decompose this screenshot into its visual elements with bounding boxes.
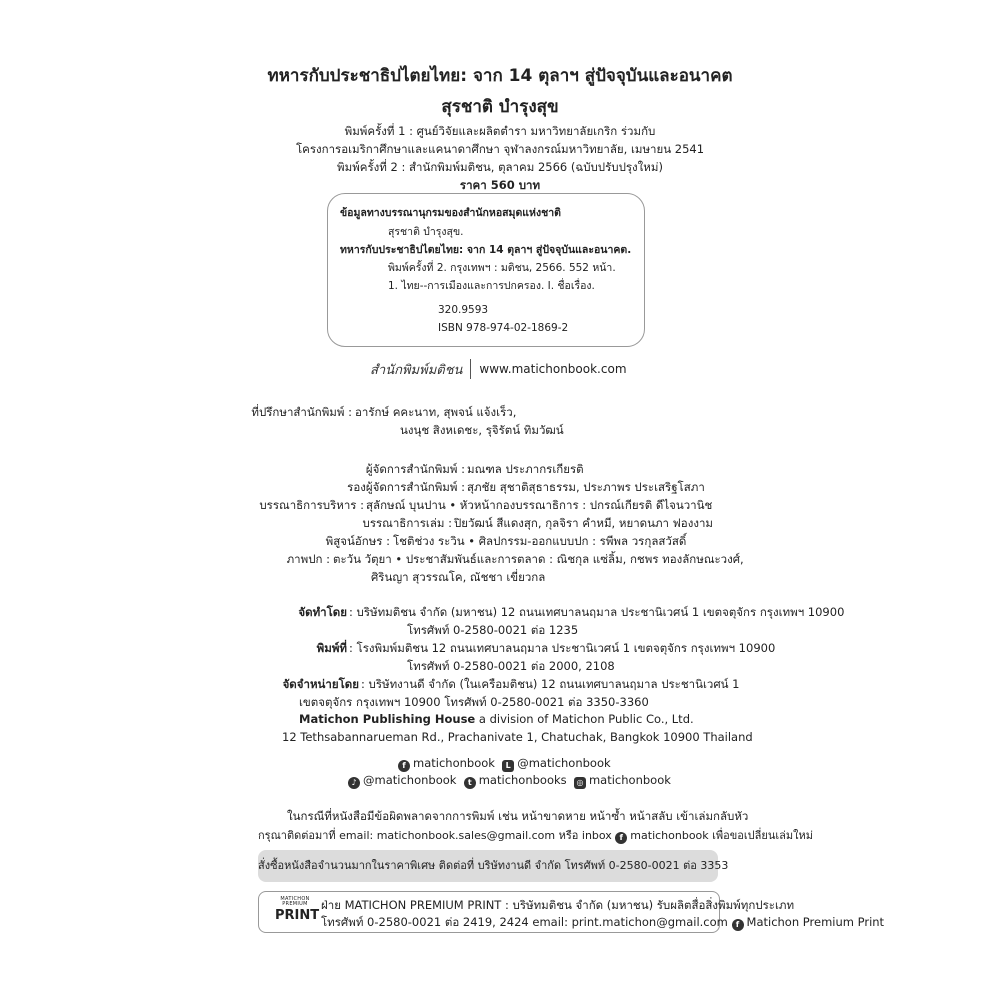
twitter-icon: t: [464, 777, 476, 789]
divider: [470, 359, 471, 379]
premium-print-logo: [275, 896, 320, 923]
tiktok-icon: ♪: [348, 777, 360, 789]
edition-info: [0, 122, 1000, 176]
distributor-label: จัดจำหน่ายโดย: [282, 677, 359, 691]
distributor-line2: เขตจตุจักร กรุงเทพฯ 10900 โทรศัพท์ 0-2580-0021 ต่อ 3350-3360: [299, 695, 649, 709]
errata-page-link[interactable]: matichonbook: [630, 829, 709, 842]
premium-logo-bottom: PRINT: [275, 908, 320, 923]
publisher-logo-row: [370, 358, 627, 380]
instagram-icon: ◎: [574, 777, 586, 789]
errata-line1: ในกรณีที่หนังสือมีข้อผิดพลาดจากการพิมพ์ เช่น หน้าขาดหาย หน้าซ้ำ หน้าสลับ เข้าเล่มกลับหัว: [287, 809, 749, 823]
bulk-order-banner: สั่งซื้อหนังสือจำนวนมากในราคาพิเศษ ติดต่อที่ บริษัทงานดี จำกัด โทรศัพท์ 0-2580-0021 ต่อ 3353: [258, 850, 718, 882]
publisher-website-link[interactable]: www.matichonbook.com: [479, 362, 627, 376]
tiktok-link[interactable]: @matichonbook: [363, 773, 457, 787]
premium-line1: ฝ่าย MATICHON PREMIUM PRINT : บริษัทมติชน จำกัด (มหาชน) รับผลิตสื่อสิ่งพิมพ์ทุกประเภท: [321, 898, 795, 912]
errata-suffix: เพื่อขอเปลี่ยนเล่มใหม่: [712, 829, 813, 842]
book-author: สุรชาติ บำรุงสุข: [441, 97, 559, 117]
edition-2: พิมพ์ครั้งที่ 2 : สำนักพิมพ์มติชน, ตุลาคม 2566 (ฉบับปรับปรุงใหม่): [337, 160, 663, 174]
premium-logo-top: MATICHON PREMIUM: [280, 896, 310, 907]
line-icon: L: [502, 760, 514, 772]
printer-phone: โทรศัพท์ 0-2580-0021 ต่อ 2000, 2108: [407, 659, 615, 673]
house-name: Matichon Publishing House: [299, 712, 476, 726]
price: ราคา 560 บาท: [459, 178, 541, 192]
advisors-line2: นงนุช สิงหเดชะ, รุจิรัตน์ ทิมวัฒน์: [400, 423, 564, 437]
staff-value: ตะวัน วัตุยา • ประชาสัมพันธ์และการตลาด : ณิชกุล แซ่ลิ้ม, กชพร ทองลักษณะวงศ์,: [333, 552, 744, 566]
producer-phone: โทรศัพท์ 0-2580-0021 ต่อ 1235: [407, 623, 579, 637]
cip-author: สุรชาติ บำรุงสุข.: [388, 226, 464, 238]
premium-contact: โทรศัพท์ 0-2580-0021 ต่อ 2419, 2424 email: print.matichon@gmail.com: [321, 915, 728, 929]
staff-label: ผู้จัดการสำนักพิมพ์ :: [365, 462, 465, 476]
distributor-value: : บริษัทงานดี จำกัด (ในเครือมติชน) 12 ถนนเทศบาลนฤมาล ประชานิเวศน์ 1: [361, 677, 740, 691]
facebook-link[interactable]: matichonbook: [413, 756, 495, 770]
staff-value: ปิยวัฒน์ สีแดงสุก, กุลจิรา คำหมี, หยาดนภา ฟองงาม: [454, 516, 713, 530]
staff-label: บรรณาธิการบริหาร :: [259, 498, 364, 512]
line-link[interactable]: @matichonbook: [517, 756, 611, 770]
producer-value: : บริษัทมติชน จำกัด (มหาชน) 12 ถนนเทศบาลนฤมาล ประชานิเวศน์ 1 เขตจตุจักร กรุงเทพฯ 10900: [349, 605, 845, 619]
house-address: 12 Tethsabannarueman Rd., Prachanivate 1, Chatuchak, Bangkok 10900 Thailand: [282, 730, 753, 744]
premium-print-box: [258, 891, 885, 933]
staff-value: ศิรินญา สุวรรณโค, ณัชชา เขี่ยวกล: [371, 570, 546, 584]
printer-value: : โรงพิมพ์มติชน 12 ถนนเทศบาลนฤมาล ประชานิเวศน์ 1 เขตจตุจักร กรุงเทพฯ 10900: [349, 641, 776, 655]
staff-value: มณฑล ประภากรเกียรติ: [467, 462, 584, 476]
staff-value: โชติช่วง ระวิน • ศิลปกรรม-ออกแบบปก : รพีพล วรกุลสวัสดิ์: [393, 534, 687, 548]
cip-isbn: ISBN 978-974-02-1869-2: [438, 322, 569, 334]
facebook-icon: f: [398, 760, 410, 772]
premium-line2: [321, 914, 884, 932]
edition-1-line1: พิมพ์ครั้งที่ 1 : ศูนย์วิจัยและผลิตตำรา มหาวิทยาลัยเกริก ร่วมกับ: [344, 124, 656, 138]
book-title: ทหารกับประชาธิปไตยไทย: จาก 14 ตุลาฯ สู่ปัจจุบันและอนาคต: [267, 66, 733, 86]
staff-label: รองผู้จัดการสำนักพิมพ์ :: [347, 480, 465, 494]
social-row-2: [348, 773, 671, 789]
cip-heading: ข้อมูลทางบรรณานุกรมของสำนักหอสมุดแห่งชาติ: [340, 207, 561, 219]
producer-label: จัดทำโดย: [298, 605, 347, 619]
facebook-icon: f: [732, 919, 744, 931]
house-line: [299, 712, 694, 726]
premium-page-link[interactable]: Matichon Premium Print: [746, 915, 885, 929]
advisors-line1: อารักษ์ คคะนาท, สุพจน์ แจ้งเร็ว,: [355, 405, 517, 419]
cataloging-box: [327, 193, 645, 347]
errata-contact: กรุณาติดต่อมาที่ email: matichonbook.sales@gmail.com หรือ inbox: [258, 829, 612, 842]
publisher-signature-logo: สำนักพิมพ์มติชน: [370, 362, 463, 378]
facebook-icon: f: [615, 832, 627, 844]
cip-classification: 320.9593: [438, 304, 489, 316]
staff-label: ภาพปก :: [286, 552, 330, 566]
staff-value: สุลักษณ์ บุนปาน • หัวหน้ากองบรรณาธิการ : ปกรณ์เกียรติ ดีไจนวานิช: [366, 498, 713, 512]
advisors-label: ที่ปรึกษาสำนักพิมพ์ :: [251, 405, 352, 419]
staff-label: พิสูจน์อักษร :: [325, 534, 390, 548]
printer-label: พิมพ์ที่: [316, 641, 347, 655]
cip-subjects: 1. ไทย--การเมืองและการปกครอง. I. ชื่อเรื่อง.: [388, 280, 595, 292]
social-row-1: [398, 756, 611, 772]
instagram-link[interactable]: matichonbook: [588, 773, 671, 787]
staff-value: สุภชัย สุชาติสุธาธรรม, ประภาพร ประเสริฐโสภา: [467, 480, 705, 494]
staff-label: บรรณาธิการเล่ม :: [362, 516, 452, 530]
cip-title: ทหารกับประชาธิปไตยไทย: จาก 14 ตุลาฯ สู่ปัจจุบันและอนาคต.: [340, 244, 632, 256]
edition-1-line2: โครงการอเมริกาศึกษาและแคนาดาศึกษา จุฬาลงกรณ์มหาวิทยาลัย, เมษายน 2541: [295, 142, 705, 156]
cip-imprint: พิมพ์ครั้งที่ 2. กรุงเทพฯ : มติชน, 2566. 552 หน้า.: [388, 262, 616, 274]
errata-line2: [258, 826, 813, 844]
house-desc: a division of Matichon Public Co., Ltd.: [478, 712, 694, 726]
twitter-link[interactable]: matichonbooks: [478, 773, 567, 787]
